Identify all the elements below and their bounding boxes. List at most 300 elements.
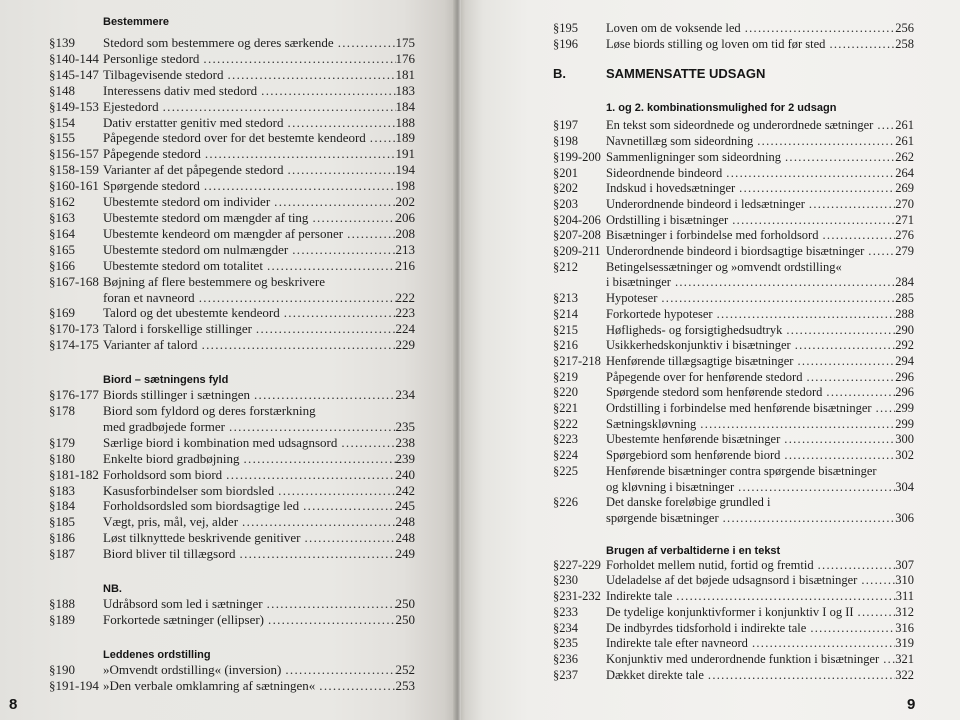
entry-line — [606, 573, 914, 589]
entry-title: De tydelige konjunktivformer i konjunktiv I og II — [606, 604, 854, 619]
dot-leader — [734, 480, 895, 496]
paragraph-ref: §207-208 — [553, 228, 601, 243]
entry-body — [103, 178, 415, 194]
dot-leader — [704, 668, 895, 684]
entry-line — [606, 385, 914, 401]
page-ref: 262 — [895, 149, 914, 164]
toc-entry — [49, 130, 415, 146]
entry-line — [606, 181, 914, 197]
toc-entry — [553, 401, 914, 417]
page-ref: 229 — [395, 337, 415, 353]
dot-leader — [334, 35, 396, 51]
paragraph-ref: §185 — [49, 514, 75, 530]
entry-title: Tilbagevisende stedord — [103, 66, 224, 82]
toc-entry — [49, 387, 415, 403]
dot-leader — [782, 323, 895, 339]
page-ref: 176 — [395, 50, 415, 66]
entry-line — [103, 305, 415, 321]
entry-body — [606, 323, 914, 339]
entry-title: Sætningskløvning — [606, 416, 697, 431]
dot-leader — [198, 337, 396, 353]
page-ref: 258 — [895, 36, 914, 51]
toc-entry — [49, 467, 415, 483]
entry-title: Løse biords stilling og loven om tid før sted — [606, 36, 826, 51]
toc-entry — [49, 678, 415, 694]
paragraph-ref: §214 — [553, 306, 578, 321]
toc-entry — [553, 558, 914, 574]
paragraph-ref: §149-153 — [49, 98, 99, 114]
entry-title: Enkelte biord gradbøjning — [103, 450, 240, 466]
page-ref: 299 — [895, 416, 914, 431]
entry-line — [606, 150, 914, 166]
dot-leader — [879, 652, 895, 668]
paragraph-ref: §204-206 — [553, 212, 601, 227]
dot-leader — [672, 589, 895, 605]
page-ref: 269 — [895, 181, 914, 196]
entry-body — [103, 546, 415, 562]
paragraph-ref: §160-161 — [49, 178, 99, 194]
toc-entry — [49, 498, 415, 514]
entry-title: Betingelsessætninger og »omvendt ordstilling« — [606, 259, 842, 274]
entry-title: Underordnende bindeord i ledsætninger — [606, 196, 805, 211]
paragraph-ref: §140-144 — [49, 50, 99, 66]
dot-leader — [263, 596, 396, 612]
entry-line — [103, 67, 415, 83]
entry-line — [103, 662, 415, 678]
page-ref: 253 — [395, 677, 415, 693]
entry-line — [103, 467, 415, 483]
entry-line — [103, 290, 415, 306]
toc-entry — [553, 495, 914, 526]
dot-leader — [793, 354, 895, 370]
entry-body — [103, 435, 415, 451]
page-ref: 249 — [395, 546, 415, 562]
dot-leader — [308, 210, 395, 226]
entry-line — [606, 432, 914, 448]
entry-body — [606, 417, 914, 433]
entry-line — [606, 37, 914, 53]
entry-line — [103, 530, 415, 546]
entry-line — [103, 35, 415, 51]
paragraph-ref: §219 — [553, 369, 578, 384]
entry-body — [103, 530, 415, 546]
toc-entry — [49, 274, 415, 306]
entry-body — [606, 118, 914, 134]
toc-entry — [553, 464, 914, 495]
page-ref: 238 — [395, 434, 415, 450]
entry-title: Henførende bisætninger contra spørgende bisætninger — [606, 463, 877, 478]
page-ref: 271 — [895, 212, 914, 227]
entry-body — [103, 678, 415, 694]
dot-leader — [719, 511, 896, 527]
paragraph-ref: §188 — [49, 596, 75, 612]
entry-line — [103, 194, 415, 210]
entry-line — [103, 678, 415, 694]
paragraph-ref: §225 — [553, 463, 578, 478]
entry-line — [606, 668, 914, 684]
entry-line — [606, 401, 914, 417]
dot-leader — [802, 370, 895, 386]
toc-entry — [553, 134, 914, 150]
entry-body — [103, 210, 415, 226]
page-ref: 222 — [395, 289, 415, 305]
paragraph-ref: §217-218 — [553, 353, 601, 368]
dot-leader — [864, 244, 895, 260]
paragraph-ref: §233 — [553, 604, 578, 619]
entry-body — [606, 260, 914, 291]
entry-body — [606, 354, 914, 370]
entry-line — [606, 323, 914, 339]
entry-line — [103, 51, 415, 67]
entry-body — [606, 652, 914, 668]
entry-body — [103, 67, 415, 83]
dot-leader — [283, 162, 395, 178]
entry-line — [606, 118, 914, 134]
entry-title: Stedord som bestemmere og deres særkende — [103, 35, 334, 50]
dot-leader — [159, 99, 396, 115]
entry-line — [103, 146, 415, 162]
page-number: 8 — [9, 696, 18, 713]
paragraph-ref: §148 — [49, 82, 75, 98]
entry-body — [606, 464, 914, 495]
page-ref: 299 — [895, 401, 914, 416]
entry-line — [606, 464, 914, 480]
entry-line — [103, 483, 415, 499]
paragraph-ref: §201 — [553, 165, 578, 180]
page-ref: 311 — [895, 589, 914, 604]
entry-body — [103, 35, 415, 51]
entry-title: Dativ erstatter genitiv med stedord — [103, 114, 284, 130]
entry-title: Sammenligninger som sideordning — [606, 149, 781, 164]
dot-leader — [728, 213, 895, 229]
section-heading: Brugen af verbaltiderne i en tekst — [606, 544, 781, 557]
paragraph-ref: §220 — [553, 385, 578, 400]
paragraph-ref: §155 — [49, 130, 75, 146]
entry-title: Indskud i hovedsætninger — [606, 181, 736, 196]
entry-line — [606, 480, 914, 496]
toc-entry — [553, 228, 914, 244]
entry-title: Forholdsordsled som biordsagtige led — [103, 498, 300, 514]
page-ref: 284 — [895, 275, 914, 290]
page-ref: 279 — [895, 244, 914, 259]
paragraph-ref: §145-147 — [49, 66, 99, 82]
entry-line — [103, 337, 415, 353]
entry-body — [103, 321, 415, 337]
entry-line — [103, 498, 415, 514]
entry-body — [103, 51, 415, 67]
page-ref: 307 — [895, 557, 914, 572]
paragraph-ref: §230 — [553, 573, 578, 588]
entry-title: Spørgende stedord som henførende stedord — [606, 385, 823, 400]
entry-line — [606, 621, 914, 637]
toc-section — [49, 581, 415, 628]
section-heading: Bestemmere — [103, 16, 170, 28]
toc-entry — [553, 338, 914, 354]
entry-title: Påpegende stedord — [103, 146, 201, 162]
entry-body — [103, 612, 415, 628]
dot-leader — [257, 83, 395, 99]
paragraph-ref: §156-157 — [49, 146, 99, 162]
entry-title: Indirekte tale — [606, 589, 673, 604]
section-heading: 1. og 2. kombinationsmulighed for 2 udsagn — [606, 102, 837, 115]
paragraph-ref: §215 — [553, 322, 578, 337]
entry-line — [606, 370, 914, 386]
toc-entry — [49, 67, 415, 83]
page-ref: 321 — [895, 651, 914, 666]
entry-title: Høfligheds- og forsigtighedsudtryk — [606, 322, 783, 337]
toc-entry — [553, 652, 914, 668]
entry-title: De indbyrdes tidsforhold i indirekte tale — [606, 620, 807, 635]
page-ref: 224 — [395, 321, 415, 337]
entry-title: Talord og det ubestemte kendeord — [103, 305, 280, 321]
entry-line — [103, 514, 415, 530]
entry-body — [103, 274, 415, 306]
page-ref: 250 — [395, 596, 415, 612]
page-ref: 264 — [895, 165, 914, 180]
dot-leader — [222, 467, 395, 483]
entry-line — [606, 354, 914, 370]
entry-title: Talord i forskellige stillinger — [103, 321, 252, 337]
part-header — [553, 65, 914, 83]
dot-leader — [713, 307, 896, 323]
toc-entry — [553, 323, 914, 339]
entry-line — [606, 275, 914, 291]
dot-leader — [806, 621, 895, 637]
entry-title: med gradbøjede former — [103, 418, 226, 434]
entry-line — [606, 495, 914, 511]
entry-title: Dækket direkte tale — [606, 667, 704, 682]
paragraph-ref: §234 — [553, 620, 578, 635]
entry-title: Ubestemte stedord om mængder af ting — [103, 209, 309, 225]
entry-title: Påpegende over for henførende stedord — [606, 369, 803, 384]
page-ref: 248 — [395, 530, 415, 546]
entry-body — [606, 307, 914, 323]
entry-title: Ejestedord — [103, 98, 159, 114]
entry-title: Biords stillinger i sætningen — [103, 387, 250, 403]
entry-body — [103, 258, 415, 274]
entry-line — [606, 21, 914, 37]
section-heading: NB. — [103, 583, 122, 596]
toc-entry — [49, 305, 415, 321]
entry-body — [606, 244, 914, 260]
entry-line — [606, 448, 914, 464]
dot-leader — [300, 530, 395, 546]
toc-entry — [553, 166, 914, 182]
toc-entry — [49, 146, 415, 162]
entry-body — [103, 194, 415, 210]
entry-title: og kløvning i bisætninger — [606, 479, 735, 494]
entry-body — [606, 134, 914, 150]
page-ref: 240 — [395, 466, 415, 482]
entry-line — [606, 260, 914, 276]
paragraph-ref: §213 — [553, 291, 578, 306]
page-ref: 300 — [895, 432, 914, 447]
dot-leader — [264, 612, 395, 628]
dot-leader — [818, 228, 895, 244]
dot-leader — [288, 242, 395, 258]
dot-leader — [722, 166, 895, 182]
entry-line — [103, 130, 415, 146]
toc-entry — [49, 35, 415, 51]
toc-entry — [553, 213, 914, 229]
paragraph-ref: §181-182 — [49, 466, 99, 482]
entry-line — [606, 244, 914, 260]
entry-title: spørgende bisætninger — [606, 510, 719, 525]
toc-entry — [553, 417, 914, 433]
dot-leader — [263, 258, 396, 274]
toc-entry — [49, 210, 415, 226]
entry-body — [103, 99, 415, 115]
entry-title: Ubestemte stedord om individer — [103, 194, 271, 210]
dot-leader — [872, 401, 896, 417]
paragraph-ref: §195 — [553, 21, 578, 35]
paragraph-ref: §221 — [553, 401, 578, 416]
dot-leader — [274, 483, 395, 499]
paragraph-ref: §187 — [49, 546, 75, 562]
page-ref: 242 — [395, 482, 415, 498]
paragraph-ref: §190 — [49, 661, 75, 677]
entry-line — [606, 213, 914, 229]
dot-leader — [343, 226, 395, 242]
page-ref: 304 — [895, 479, 914, 494]
toc-entry — [553, 21, 914, 37]
toc-entry — [49, 321, 415, 337]
page-ref: 189 — [395, 130, 415, 146]
toc-entry — [49, 403, 415, 435]
entry-body — [103, 498, 415, 514]
paragraph-ref: §178 — [49, 403, 75, 419]
paragraph-ref: §223 — [553, 432, 578, 447]
page-ref: 208 — [395, 225, 415, 241]
entry-body — [103, 226, 415, 242]
entry-title: foran et navneord — [103, 289, 195, 305]
entry-title: Biord som fyldord og deres forstærkning — [103, 403, 316, 419]
entry-line — [103, 435, 415, 451]
page-ref: 256 — [895, 21, 914, 35]
toc-entry — [49, 435, 415, 451]
entry-body — [103, 115, 415, 131]
page-ref: 261 — [895, 134, 914, 149]
entry-title: Kasusforbindelser som biordsled — [103, 482, 275, 498]
entry-line — [103, 99, 415, 115]
toc-entry — [49, 226, 415, 242]
entry-body — [103, 467, 415, 483]
page-ref: 285 — [895, 291, 914, 306]
entry-body — [103, 305, 415, 321]
page-ref: 206 — [395, 209, 415, 225]
dot-leader — [741, 21, 896, 37]
entry-title: Konjunktiv med underordnende funktion i bisætninger — [606, 651, 880, 666]
entry-title: i bisætninger — [606, 275, 671, 290]
entry-title: Biord bliver til tillægsord — [103, 546, 236, 562]
entry-title: Spørgebiord som henførende biord — [606, 448, 781, 463]
entry-title: Ordstilling i forbindelse med henførende bisætninger — [606, 401, 872, 416]
page-ref: 183 — [395, 82, 415, 98]
toc-entry — [553, 370, 914, 386]
toc-entry — [553, 385, 914, 401]
entry-body — [606, 401, 914, 417]
paragraph-ref: §202 — [553, 181, 578, 196]
paragraph-ref: §183 — [49, 482, 75, 498]
toc-entry — [49, 162, 415, 178]
paragraph-ref: §198 — [553, 134, 578, 149]
page-ref: 252 — [395, 661, 415, 677]
entry-line — [606, 307, 914, 323]
paragraph-ref: §199-200 — [553, 149, 601, 164]
dot-leader — [748, 636, 895, 652]
paragraph-ref: §196 — [553, 36, 578, 51]
entry-title: Spørgende stedord — [103, 178, 200, 194]
entry-title: Påpegende stedord over for det bestemte kendeord — [103, 130, 366, 146]
paragraph-ref: §235 — [553, 636, 578, 651]
page-ref: 270 — [895, 196, 914, 211]
paragraph-ref: §209-211 — [553, 244, 601, 259]
page-ref: 302 — [895, 448, 914, 463]
entry-body — [606, 621, 914, 637]
paragraph-ref: §189 — [49, 612, 75, 627]
entry-title: Bøjning af flere bestemmere og beskrivere — [103, 273, 325, 289]
dot-leader — [337, 435, 395, 451]
dot-leader — [195, 290, 396, 306]
entry-body — [103, 83, 415, 99]
paragraph-ref: §139 — [49, 35, 75, 50]
entry-body — [103, 146, 415, 162]
entry-line — [606, 511, 914, 527]
entry-line — [606, 228, 914, 244]
toc-entry — [553, 432, 914, 448]
dot-leader — [201, 146, 396, 162]
book-gutter — [453, 0, 461, 720]
page-ref: 198 — [395, 178, 415, 194]
paragraph-ref: §216 — [553, 338, 578, 353]
toc-entry — [553, 354, 914, 370]
part-letter: B. — [553, 66, 566, 82]
toc-entry — [553, 636, 914, 652]
dot-leader — [238, 514, 395, 530]
entry-line — [103, 596, 415, 612]
toc-section — [49, 647, 415, 694]
entry-title: Ubestemte stedord om totalitet — [103, 257, 263, 273]
page-ref: 316 — [895, 620, 914, 635]
entry-body — [606, 150, 914, 166]
entry-line — [103, 162, 415, 178]
page-ref: 235 — [395, 418, 415, 434]
entry-body — [606, 558, 914, 574]
toc-entry — [49, 483, 415, 499]
dot-leader — [236, 546, 396, 562]
paragraph-ref: §222 — [553, 416, 578, 431]
toc-entry — [553, 260, 914, 291]
entry-line — [103, 226, 415, 242]
entry-body — [606, 291, 914, 307]
page-ref: 175 — [395, 35, 415, 50]
entry-body — [103, 387, 415, 403]
paragraph-ref: §237 — [553, 667, 578, 682]
toc-entry — [49, 530, 415, 546]
toc-entry — [49, 194, 415, 210]
entry-line — [606, 417, 914, 433]
entry-line — [606, 291, 914, 307]
entry-body — [103, 662, 415, 678]
entry-line — [606, 197, 914, 213]
entry-title: Særlige biord i kombination med udsagnsord — [103, 434, 338, 450]
entry-line — [103, 242, 415, 258]
entry-line — [103, 387, 415, 403]
entry-body — [103, 130, 415, 146]
entry-title: Personlige stedord — [103, 50, 200, 66]
entry-body — [103, 242, 415, 258]
entry-line — [103, 321, 415, 337]
